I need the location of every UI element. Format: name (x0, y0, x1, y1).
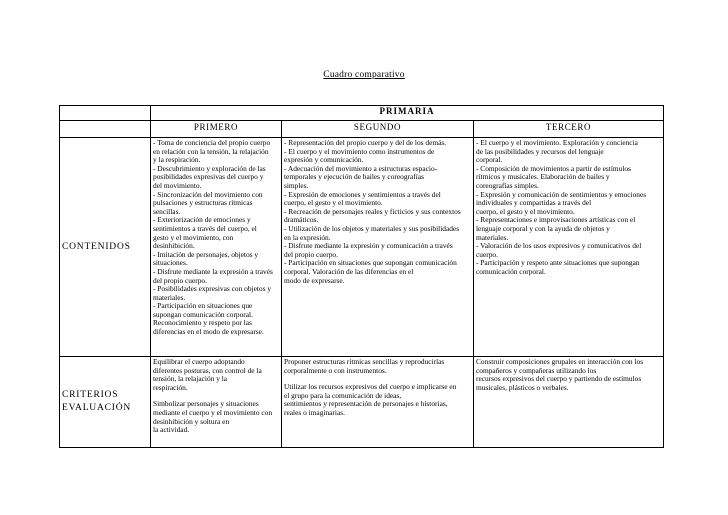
cell-text-line: - Expresión y comunicación de sentimientos y emociones (476, 190, 647, 199)
cell-text-line: Utilizar los recursos expresivos del cuerpo e implicarse en (284, 383, 457, 392)
cell-text-line: materiales. (476, 233, 509, 242)
cell-text-line: diferencias en el modo de expresarse. (153, 328, 264, 337)
cell-text-line: - Adecuación del movimiento a estructuras espacio- (284, 164, 438, 173)
cell-text-line: desinhibición. (153, 242, 195, 251)
cell-text-line: pulsaciones y estructuras rítmicas (153, 199, 253, 208)
cell-text-line: - Representaciones e improvisaciones artísticas con el (476, 216, 636, 225)
row-label-line: CRITERIOS (62, 390, 119, 400)
cell-text-line: respiración. (153, 383, 188, 392)
cell-contenidos-primero (151, 138, 282, 357)
cell-text-line: Simbolizar personajes y situaciones (153, 400, 259, 409)
cell-text-line: el grupo para la comunicación de ideas, (284, 391, 402, 400)
cell-text-line: situaciones. (153, 259, 188, 268)
cell-text-line: lenguaje corporal y con la ayuda de objetos y (476, 224, 610, 233)
comparison-table (59, 105, 664, 448)
cell-text-line: en relación con la tensión, la relajación (153, 147, 269, 156)
cell-text-line: supongan comunicación corporal. (153, 310, 253, 319)
row-label-line: EVALUACIÓN (62, 403, 132, 413)
cell-text-line: materiales. (153, 293, 186, 302)
cell-criterios-primero (151, 357, 282, 448)
cell-text-line: desinhibición y soltura en (153, 417, 230, 426)
cell-text-line: de las posibilidades y recursos del lenguaje (476, 147, 604, 156)
cell-text-line: gesto y el movimiento, con (153, 233, 234, 242)
cell-text-line: coreografías simples. (476, 181, 539, 190)
cell-text-line: simples. (284, 181, 309, 190)
cell-text-line: Construir composiciones grupales en interacción con los (476, 358, 644, 366)
cell-text-line: - Disfrute mediante la expresión a través (153, 267, 273, 276)
cell-text-line: - Expresión de emociones y sentimientos a través del (284, 190, 441, 199)
cell-text-line: Reconocimiento y respeto por las (153, 319, 252, 328)
cell-criterios-tercero (474, 357, 664, 448)
column-header-corner (60, 121, 151, 138)
cell-text-line: cuerpo, el gesto y el movimiento. (476, 207, 575, 216)
section-header-row (60, 106, 664, 121)
cell-text-line: individuales y compartidas a través del (476, 199, 592, 208)
cell-text-line: expresión y comunicación. (284, 156, 364, 165)
cell-text-line: corporal. (476, 156, 503, 165)
cell-text-line: - Toma de conciencia del propio cuerpo (153, 139, 271, 147)
cell-text-line: temporales y ejecución de bailes y coreografías (284, 173, 424, 182)
table-row-criterios (60, 357, 664, 448)
column-header-tercero: TERCERO (474, 121, 664, 138)
cell-text-line: en la expresión. (284, 233, 331, 242)
cell-text-line: la actividad. (153, 426, 190, 435)
cell-text-line: - Sincronización del movimiento con (153, 190, 263, 199)
cell-text-line: mediante el cuerpo y el movimiento con (153, 408, 273, 417)
cell-text-line: comunicación corporal. (476, 267, 546, 276)
cell-text-line: tensión, la relajación y la (153, 375, 228, 384)
cell-text-line: dramáticos. (284, 216, 319, 225)
cell-text-line: sentimientos y representación de personajes e historias, (284, 400, 448, 409)
cell-text-line: - El cuerpo y el movimiento como instrumentos de (284, 147, 435, 156)
cell-text-line: modo de expresarse. (284, 276, 345, 285)
cell-text-line: del movimiento. (153, 181, 202, 190)
cell-text-line: cuerpo. (476, 250, 498, 259)
page-title: Cuadro comparativo (323, 70, 405, 80)
cell-contenidos-segundo (282, 138, 474, 357)
cell-criterios-segundo (282, 357, 474, 448)
cell-text-line: - Participación en situaciones que supongan comunicación (284, 259, 457, 268)
cell-text-line: corporal. Valoración de las diferencias en el (284, 267, 414, 276)
cell-text-line: - El cuerpo y el movimiento. Exploración y conciencia (476, 139, 638, 147)
row-label-criterios (60, 357, 151, 448)
cell-text-line: - Representación del propio cuerpo y del de los demás. (284, 139, 447, 147)
cell-text-line: - Valoración de los usos expresivos y comunicativos del (476, 242, 642, 251)
cell-contenidos-tercero (474, 138, 664, 357)
cell-text-line: del propio cuerpo. (153, 276, 207, 285)
cell-text-line: y la respiración. (153, 156, 201, 165)
cell-text-line: - Posibilidades expresivas con objetos y (153, 285, 272, 294)
header-corner-cell (60, 106, 151, 121)
column-header-segundo: SEGUNDO (282, 121, 474, 138)
cell-text-line: Proponer estructuras rítmicas sencillas y reproducirlas (284, 358, 445, 366)
cell-text-line: - Imitación de personajes, objetos y (153, 250, 259, 259)
cell-text-line: Equilibrar el cuerpo adoptando (153, 358, 245, 366)
cell-text-line: sencillas. (153, 207, 181, 216)
table-row-contenidos (60, 138, 664, 357)
cell-text-line: - Participación y respeto ante situaciones que supongan (476, 259, 640, 268)
cell-text-line: del propio cuerpo. (284, 250, 338, 259)
cell-text-line: - Utilización de los objetos y materiales y sus posibilidades (284, 224, 460, 233)
cell-text-line: - Participación en situaciones que (153, 302, 253, 311)
cell-text-line: sentimientos a través del cuerpo, el (153, 224, 257, 233)
cell-text-line: - Descubrimiento y exploración de las (153, 164, 266, 173)
cell-text-line: - Exteriorización de emociones y (153, 216, 251, 225)
cell-text-line: - Disfrute mediante la expresión y comunicación a través (284, 242, 453, 251)
cell-text-line: compañeros y compañeras utilizando los (476, 366, 597, 375)
cell-text-line: reales o imaginarias. (284, 408, 345, 417)
cell-text-line: rítmicos y musicales. Elaboración de bailes y (476, 173, 610, 182)
cell-text-line: cuerpo, el gesto y el movimiento. (284, 199, 383, 208)
cell-text-line: corporalmente o con instrumentos. (284, 366, 387, 375)
column-header-primero: PRIMERO (151, 121, 282, 138)
cell-text-line: diferentes posturas, con control de la (153, 366, 262, 375)
cell-text-line: posibilidades expresivas del cuerpo y (153, 173, 264, 182)
cell-text-line: recursos expresivos del cuerpo y partiendo de estímulos (476, 375, 642, 384)
section-header: PRIMARIA (151, 106, 664, 121)
cell-text-line (284, 375, 471, 383)
row-label-contenidos: CONTENIDOS (60, 138, 151, 357)
cell-text-line: - Composición de movimientos a partir de estímulos (476, 164, 631, 173)
cell-text-line: musicales, plásticos o verbales. (476, 383, 569, 392)
column-header-row (60, 121, 664, 138)
cell-text-line (153, 392, 279, 400)
cell-text-line: - Recreación de personajes reales y ficticios y sus contextos (284, 207, 461, 216)
